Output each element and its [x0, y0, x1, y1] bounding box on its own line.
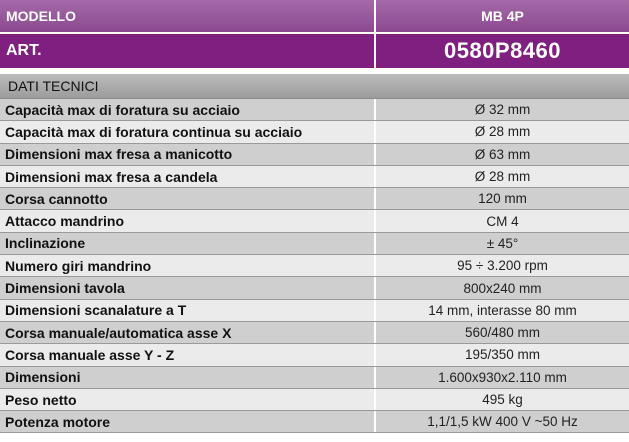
spec-label: Corsa manuale asse Y - Z	[5, 346, 175, 363]
spec-row	[0, 411, 629, 433]
spec-row	[0, 367, 629, 389]
spec-value: 195/350 mm	[464, 347, 541, 363]
spec-label: Dimensioni scanalature a T	[5, 302, 187, 319]
spec-row	[0, 188, 629, 210]
spec-row	[0, 210, 629, 232]
spec-label: Dimensioni	[5, 369, 81, 386]
model-value: MB 4P	[376, 0, 629, 32]
spec-value: Ø 63 mm	[474, 146, 531, 162]
spec-value: 560/480 mm	[464, 325, 541, 341]
model-label: MODELLO	[0, 0, 374, 32]
spec-row	[0, 344, 629, 366]
spec-value: Ø 28 mm	[474, 169, 531, 185]
section-title: DATI TECNICI	[0, 74, 629, 98]
spec-row	[0, 233, 629, 255]
article-value: 0580P8460	[376, 34, 629, 68]
spec-row	[0, 144, 629, 166]
spec-row	[0, 322, 629, 344]
model-header-row	[0, 0, 629, 32]
section-header-row	[0, 74, 629, 98]
spec-label: Potenza motore	[5, 413, 111, 430]
spec-label: Capacità max di foratura su acciaio	[5, 101, 240, 118]
spec-value: Ø 28 mm	[474, 124, 531, 140]
article-header-row	[0, 34, 629, 68]
spec-label: Dimensioni max fresa a manicotto	[5, 146, 233, 163]
spec-row	[0, 255, 629, 277]
spec-value: 495 kg	[482, 392, 523, 407]
article-label: ART.	[0, 34, 374, 68]
spec-label: Inclinazione	[5, 235, 86, 252]
spec-label: Dimensioni tavola	[5, 280, 125, 297]
spec-label: Attacco mandrino	[5, 213, 125, 230]
spec-label: Numero giri mandrino	[5, 257, 152, 274]
spec-row	[0, 121, 629, 143]
spec-value: 120 mm	[478, 191, 527, 207]
spec-value: 14 mm, interasse 80 mm	[428, 302, 577, 318]
spec-label: Capacità max di foratura continua su acciaio	[5, 123, 303, 140]
spec-value: 800x240 mm	[463, 280, 542, 296]
spec-label: Peso netto	[5, 391, 77, 408]
spec-table	[0, 98, 629, 433]
spec-label: Corsa manuale/automatica asse X	[5, 324, 232, 341]
spec-label: Dimensioni max fresa a candela	[5, 168, 218, 185]
spec-value: ± 45°	[486, 235, 519, 251]
spec-row	[0, 99, 629, 121]
spec-row	[0, 277, 629, 299]
spec-value: 95 ÷ 3.200 rpm	[457, 258, 548, 274]
spec-row	[0, 166, 629, 188]
spec-row	[0, 300, 629, 322]
spec-value: CM 4	[486, 213, 519, 229]
spec-value: 1.600x930x2.110 mm	[438, 369, 567, 385]
spec-value: 1,1/1,5 kW 400 V ~50 Hz	[427, 414, 578, 430]
spec-row	[0, 389, 629, 411]
spec-label: Corsa cannotto	[5, 190, 108, 207]
spec-value: Ø 32 mm	[474, 102, 531, 118]
